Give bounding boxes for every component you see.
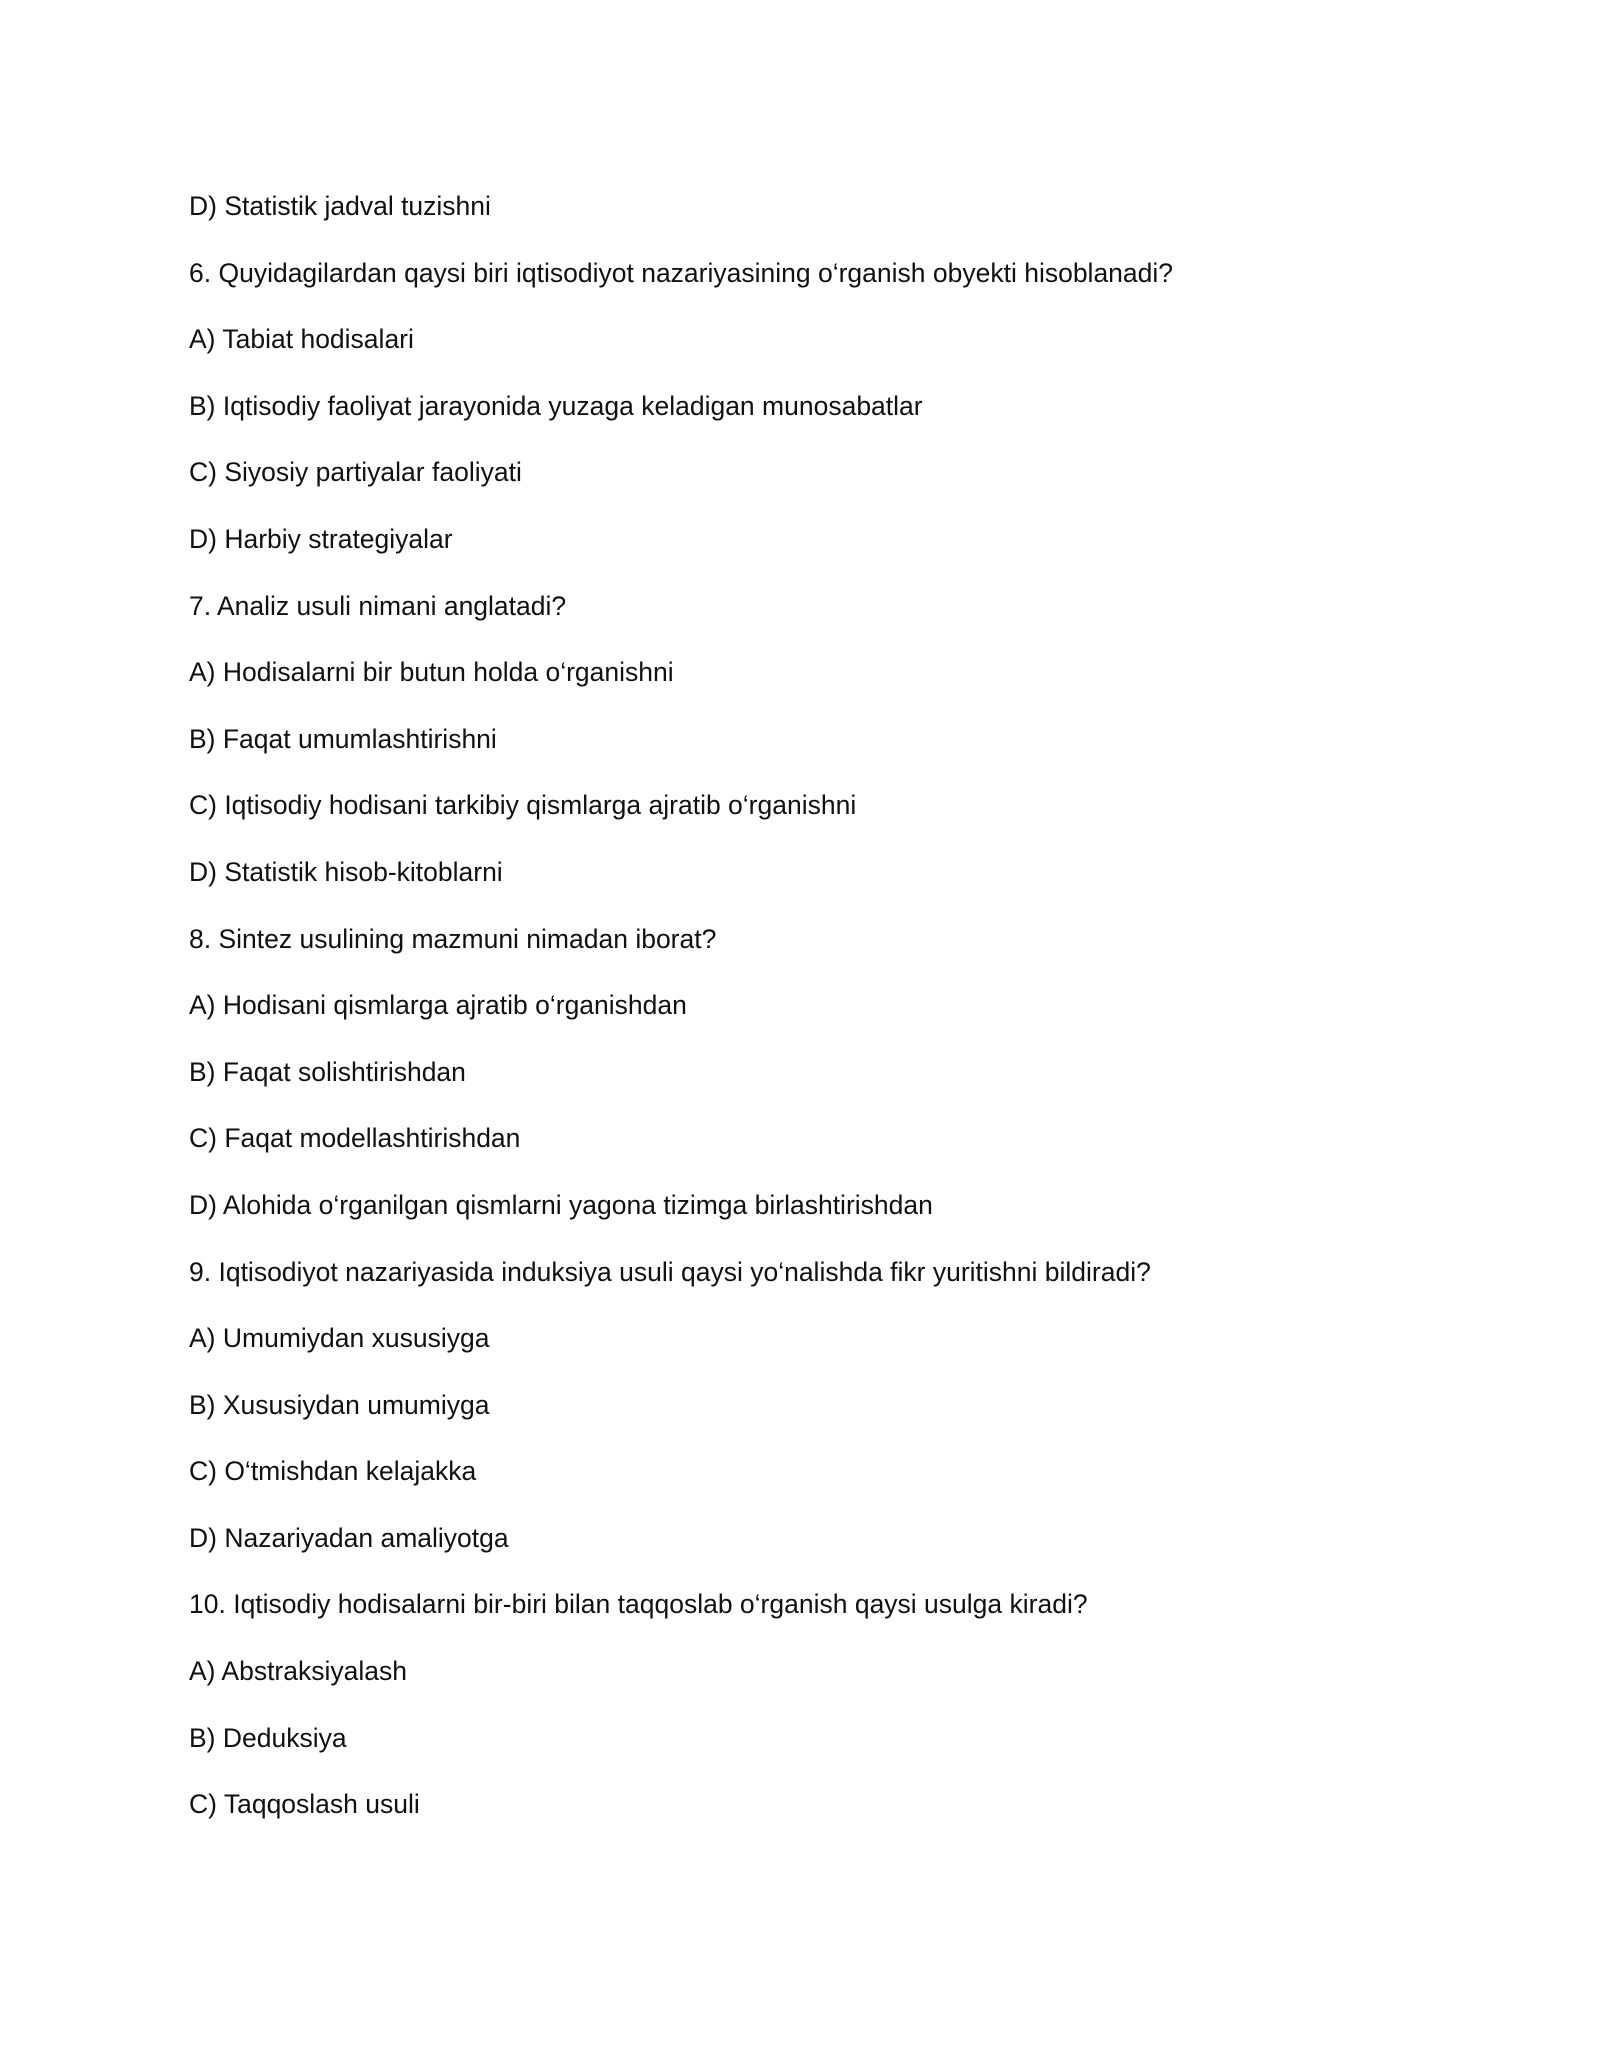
answer-option-c: C) O‘tmishdan kelajakka: [189, 1456, 477, 1487]
answer-option-d: D) Nazariyadan amaliyotga: [189, 1522, 509, 1553]
answer-option-c: C) Taqqoslash usuli: [189, 1789, 420, 1820]
answer-option-a: A) Hodisalarni bir butun holda o‘rganishni: [189, 657, 674, 688]
question-10: 10. Iqtisodiy hodisalarni bir-biri bilan taqqoslab o‘rganish qaysi usulga kiradi?: [189, 1589, 1088, 1620]
answer-option-c: C) Siyosiy partiyalar faoliyati: [189, 457, 522, 488]
answer-option-d: D) Statistik jadval tuzishni: [189, 191, 491, 221]
answer-option-d: D) Statistik hisob-kitoblarni: [189, 856, 503, 887]
question-6: 6. Quyidagilardan qaysi biri iqtisodiyot nazariyasining o‘rganish obyekti hisoblanadi?: [189, 257, 1174, 288]
answer-option-b: B) Faqat solishtirishdan: [189, 1056, 466, 1087]
answer-option-a: A) Umumiydan xususiyga: [189, 1323, 490, 1354]
answer-option-a: A) Abstraksiyalash: [189, 1656, 407, 1687]
answer-option-a: A) Tabiat hodisalari: [189, 324, 414, 355]
answer-option-b: B) Deduksiya: [189, 1722, 347, 1753]
answer-option-a: A) Hodisani qismlarga ajratib o‘rganishdan: [189, 990, 687, 1021]
question-7: 7. Analiz usuli nimani anglatadi?: [189, 590, 567, 621]
answer-option-d: D) Alohida o‘rganilgan qismlarni yagona tizimga birlashtirishdan: [189, 1189, 933, 1220]
answer-option-c: C) Iqtisodiy hodisani tarkibiy qismlarga ajratib o‘rganishni: [189, 790, 857, 821]
answer-option-b: B) Iqtisodiy faoliyat jarayonida yuzaga keladigan munosabatlar: [189, 390, 923, 421]
answer-option-c: C) Faqat modellashtirishdan: [189, 1123, 521, 1154]
answer-option-b: B) Xususiydan umumiyga: [189, 1389, 490, 1420]
answer-option-d: D) Harbiy strategiyalar: [189, 523, 453, 554]
document-content: [189, 187, 1439, 1852]
question-8: 8. Sintez usulining mazmuni nimadan iborat?: [189, 923, 717, 954]
question-9: 9. Iqtisodiyot nazariyasida induksiya usuli qaysi yo‘nalishda fikr yuritishni bildiradi?: [189, 1256, 1151, 1287]
answer-option-b: B) Faqat umumlashtirishni: [189, 723, 497, 754]
